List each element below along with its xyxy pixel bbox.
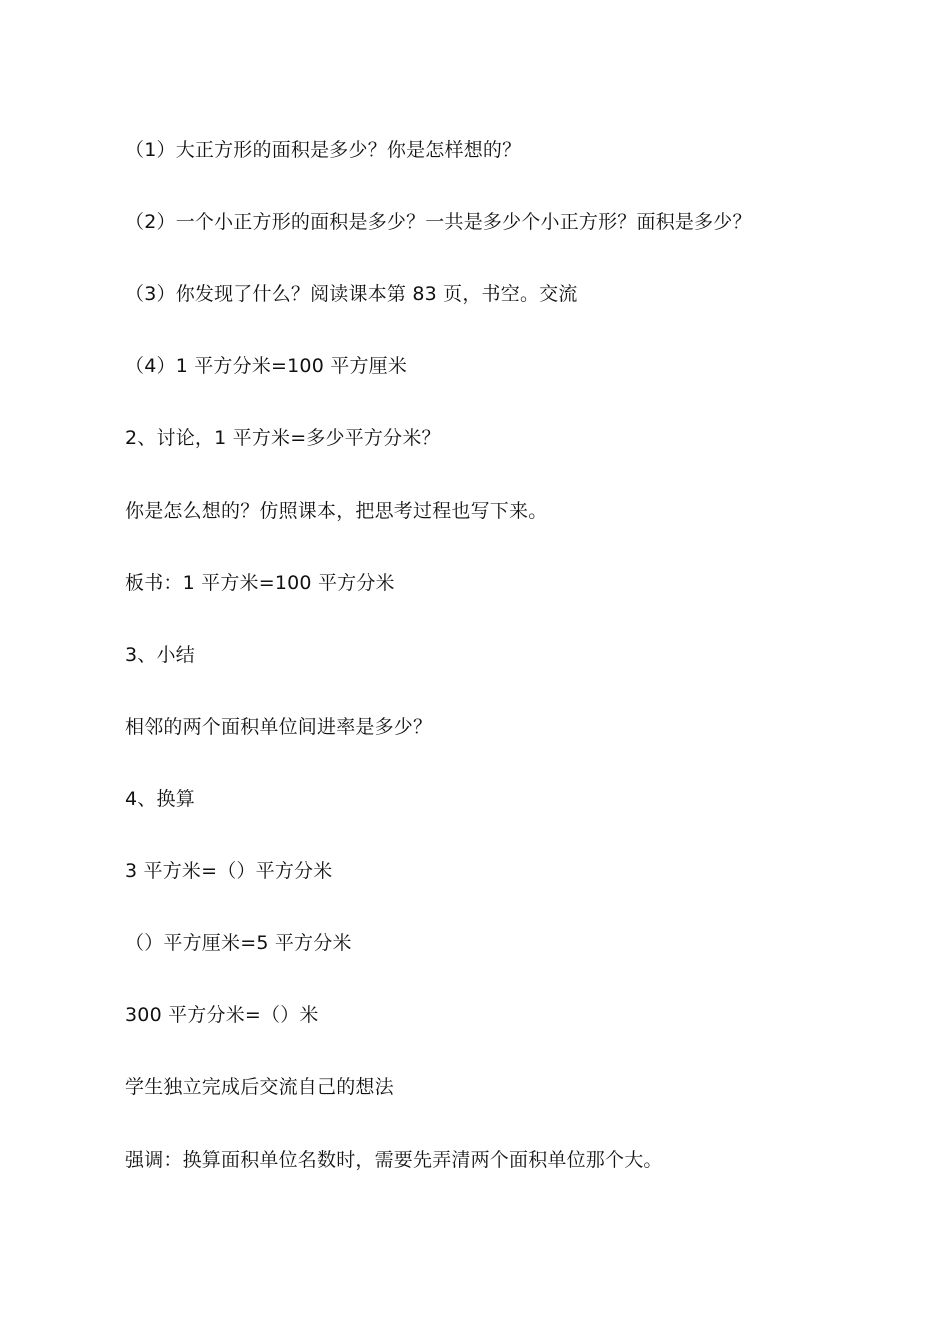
student-activity-line: 学生独立完成后交流自己的想法 [125,1076,394,1098]
emphasis-line: 强调：换算面积单位名数时，需要先弄清两个面积单位那个大。 [125,1149,663,1171]
exercise-3: 300 平方分米=（）米 [125,1004,319,1026]
question-3-line: （3）你发现了什么？阅读课本第 83 页，书空。交流 [125,283,578,305]
blackboard-note: 板书：1 平方米=100 平方分米 [125,572,395,594]
question-2-line: （2）一个小正方形的面积是多少？一共是多少个小正方形？面积是多少？ [125,211,752,233]
discussion-prompt: 你是怎么想的？仿照课本，把思考过程也写下来。 [125,500,548,522]
conversion-heading: 4、换算 [125,788,195,810]
summary-question: 相邻的两个面积单位间进率是多少？ [125,716,433,738]
discussion-heading: 2、讨论，1 平方米=多少平方分米？ [125,427,441,449]
exercise-1: 3 平方米=（）平方分米 [125,860,333,882]
exercise-2: （）平方厘米=5 平方分米 [125,932,352,954]
conversion-fact-line: （4）1 平方分米=100 平方厘米 [125,355,408,377]
question-1-line: （1）大正方形的面积是多少？你是怎样想的？ [125,139,522,161]
summary-heading: 3、小结 [125,644,195,666]
